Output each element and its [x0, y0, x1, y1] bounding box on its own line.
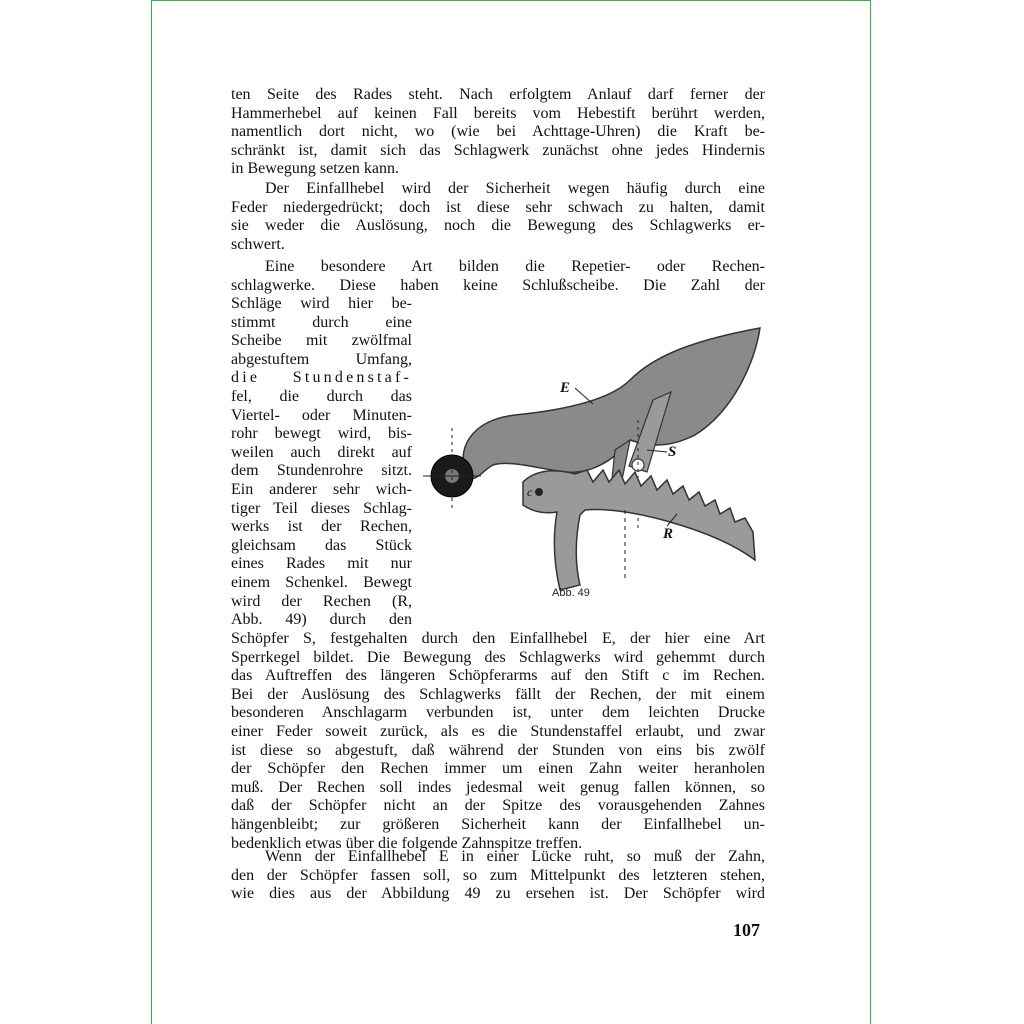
text-line: Scheibe mit zwölfmal	[231, 332, 412, 350]
text-line: ist diese so abgestuft, daß während der Stunden von eins bis zwölf	[231, 741, 765, 759]
text-line: ten Seite des Rades steht. Nach erfolgtem Anlauf darf ferner der	[231, 86, 765, 103]
text-line: schlagwerke. Diese haben keine Schlußscheibe. Die Zahl der	[231, 276, 765, 294]
einfallhebel-lever	[463, 328, 760, 479]
text-line: weilen auch direkt auf	[231, 443, 412, 461]
paragraph-2	[231, 180, 765, 254]
text-line: dem Stundenrohre sitzt.	[231, 462, 412, 480]
text-line: namentlich dort nicht, wo (wie bei Achttage-Uhren) die Kraft be-	[231, 123, 765, 141]
text-line: abgestuftem Umfang,	[231, 350, 412, 368]
text-line: eines Rades mit nur	[231, 555, 412, 573]
text-line: besonderen Anschlagarm verbunden ist, unter dem leichten Drucke	[231, 704, 765, 722]
paragraph-3-narrow	[231, 295, 412, 630]
text-line: Der Einfallhebel wird der Sicherheit wegen häufig durch eine	[265, 180, 765, 197]
text-line: Schöpfer S, festgehalten durch den Einfallhebel E, der hier eine Art	[231, 630, 765, 647]
text-line: wird der Rechen (R,	[231, 592, 412, 610]
paragraph-1	[231, 86, 765, 179]
figure-abb-49	[415, 300, 770, 610]
text-line: sie weder die Auslösung, noch die Bewegung des Schlagwerks er-	[231, 217, 765, 235]
text-line: einem Schenkel. Bewegt	[231, 573, 412, 591]
text-line: Hammerhebel auf keinen Fall bereits vom Hebestift berührt werden,	[231, 104, 765, 122]
text-line: rohr bewegt wird, bis-	[231, 425, 412, 443]
paragraph-4	[231, 848, 765, 904]
text-line: daß der Schöpfer nicht an der Spitze des vorausgehenden Zahnes	[231, 797, 765, 815]
text-line: tiger Teil dieses Schlag-	[231, 499, 412, 517]
text-line: Feder niedergedrückt; doch ist diese sehr schwach zu halten, damit	[231, 198, 765, 216]
text-line: schwert.	[231, 235, 285, 253]
text-line: Sperrkegel bildet. Die Bewegung des Schlagwerks wird gehemmt durch	[231, 648, 765, 666]
text-line: Abb. 49) durch den	[231, 611, 412, 629]
figure-label-c: c	[527, 485, 533, 499]
paragraph-3-rest	[231, 630, 765, 853]
text-line: Ein anderer sehr wich-	[231, 480, 412, 498]
text-line: muß. Der Rechen soll indes jedesmal weit genug fallen können, so	[231, 778, 765, 796]
text-line: werks ist der Rechen,	[231, 518, 412, 536]
figure-label-e: E	[560, 380, 571, 396]
text-line: in Bewegung setzen kann.	[231, 160, 399, 178]
text-line: bedenklich etwas über die folgende Zahnspitze treffen.	[231, 834, 583, 852]
text-line: Schläge wird hier be-	[231, 295, 412, 312]
paragraph-3-start	[231, 258, 765, 295]
text-line: das Auftreffen des längeren Schöpferarms auf den Stift c im Rechen.	[231, 667, 765, 685]
figure-label-r: R	[663, 526, 674, 542]
text-line: den der Schöpfer fassen soll, so zum Mittelpunkt des letzteren stehen,	[231, 866, 765, 884]
rechen-rack	[523, 470, 755, 590]
text-line: hängenbleibt; zur größeren Sicherheit kann der Einfallhebel un-	[231, 815, 765, 833]
text-line: der Schöpfer den Rechen immer um einen Zahn weiter heranholen	[231, 760, 765, 778]
text-line: schränkt ist, damit sich das Schlagwerk zunächst ohne jedes Hindernis	[231, 141, 765, 159]
text-line: Bei der Auslösung des Schlagwerks fällt der Rechen, der mit einem	[231, 685, 765, 703]
text-line: stimmt durch eine	[231, 313, 412, 331]
text-line: gleichsam das Stück	[231, 536, 412, 554]
text-line: die Stundenstaf-	[231, 369, 412, 387]
text-line: einer Feder soweit zurück, als es die Stundenstaffel erlaubt, und zwar	[231, 722, 765, 740]
page-number: 107	[733, 920, 760, 940]
text-line: Wenn der Einfallhebel E in einer Lücke ruht, so muß der Zahn,	[265, 848, 765, 865]
text-line: wie dies aus der Abbildung 49 zu ersehen ist. Der Schöpfer wird	[231, 885, 765, 903]
figure-caption: Abb. 49	[552, 587, 590, 599]
figure-label-s: S	[668, 444, 677, 460]
text-line: Viertel- oder Minuten-	[231, 406, 412, 424]
text-line: Eine besondere Art bilden die Repetier- oder Rechen-	[265, 258, 765, 275]
text-line: fel, die durch das	[231, 387, 412, 405]
